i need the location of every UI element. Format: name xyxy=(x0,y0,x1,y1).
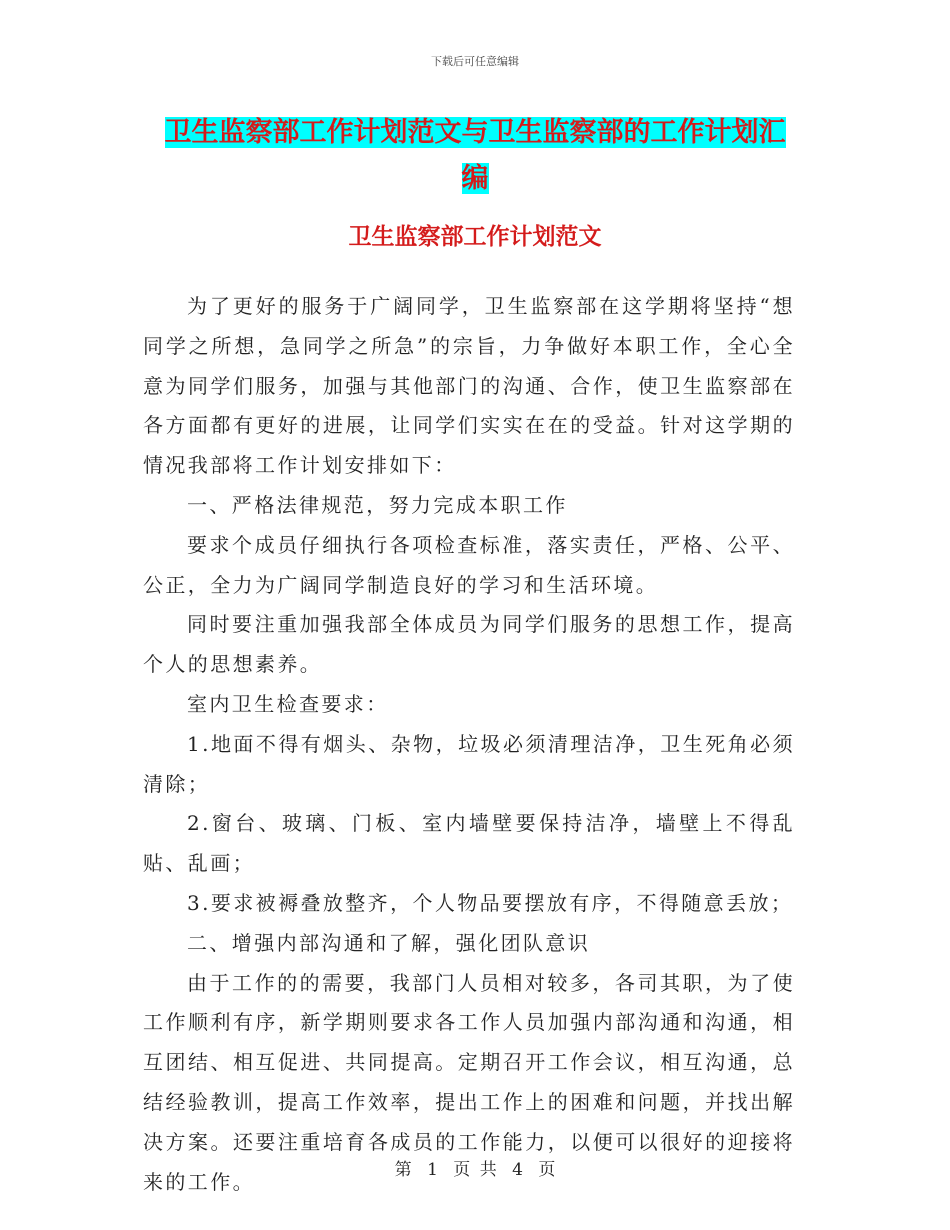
document-title xyxy=(150,110,800,202)
footer-middle: 页 共 xyxy=(453,1160,497,1180)
page-number: 1 xyxy=(427,1160,438,1180)
page-footer xyxy=(0,1155,950,1180)
paragraph-intro: 为了更好的服务于广阔同学，卫生监察部在这学期将坚持“想同学之所想，急同学之所急”的宗旨，力争做好本职工作，全心全意为同学们服务，加强与其他部门的沟通、合作，使卫生监察部在各方面都有更好的进展，让同学们实实在在的受益。针对这学期的情况我部将工作计划安排如下： xyxy=(143,294,795,478)
list-item: 2.窗台、玻璃、门板、室内墙壁要保持洁净，墙壁上不得乱贴、乱画； xyxy=(143,811,795,876)
paragraph-heading-1: 一、严格法律规范，努力完成本职工作 xyxy=(187,492,568,517)
document-title-line-1: 卫生监察部工作计划范文与卫生监察部的工作计划汇 xyxy=(164,117,786,148)
paragraph: 同时要注重加强我部全体成员为同学们服务的思想工作，提高个人的思想素养。 xyxy=(143,612,795,677)
total-pages: 4 xyxy=(512,1160,523,1180)
list-item: 1.地面不得有烟头、杂物，垃圾必须清理洁净，卫生死角必须清除； xyxy=(143,731,795,796)
section-title: 卫生监察部工作计划范文 xyxy=(348,223,602,250)
paragraph: 室内卫生检查要求： xyxy=(187,691,389,716)
paragraph: 要求个成员仔细执行各项检查标准，落实责任，严格、公平、公正，全力为广阔同学制造良好的学习和生活环境。 xyxy=(143,532,795,597)
paragraph-heading-2: 二、增强内部沟通和了解，强化团队意识 xyxy=(187,930,591,955)
body-text xyxy=(143,287,795,1202)
header-note: 下载后可任意编辑 xyxy=(431,55,519,68)
list-item: 3.要求被褥叠放整齐，个人物品要摆放有序，不得随意丢放； xyxy=(187,890,794,915)
footer-prefix: 第 xyxy=(394,1160,412,1180)
paragraph: 由于工作的的需要，我部门人员相对较多，各司其职，为了使工作顺利有序，新学期则要求各工作人员加强内部沟通和沟通，相互团结、相互促进、共同提高。定期召开工作会议，相互沟通，总结经验教训，提高工作效率，提出工作上的困难和问题，并找出解决方案。还要注重培育各成员的工作能力，以便可以很好的迎接将来的工作。 xyxy=(143,970,795,1194)
document-title-line-2: 编 xyxy=(461,163,489,194)
footer-suffix: 页 xyxy=(538,1160,556,1180)
